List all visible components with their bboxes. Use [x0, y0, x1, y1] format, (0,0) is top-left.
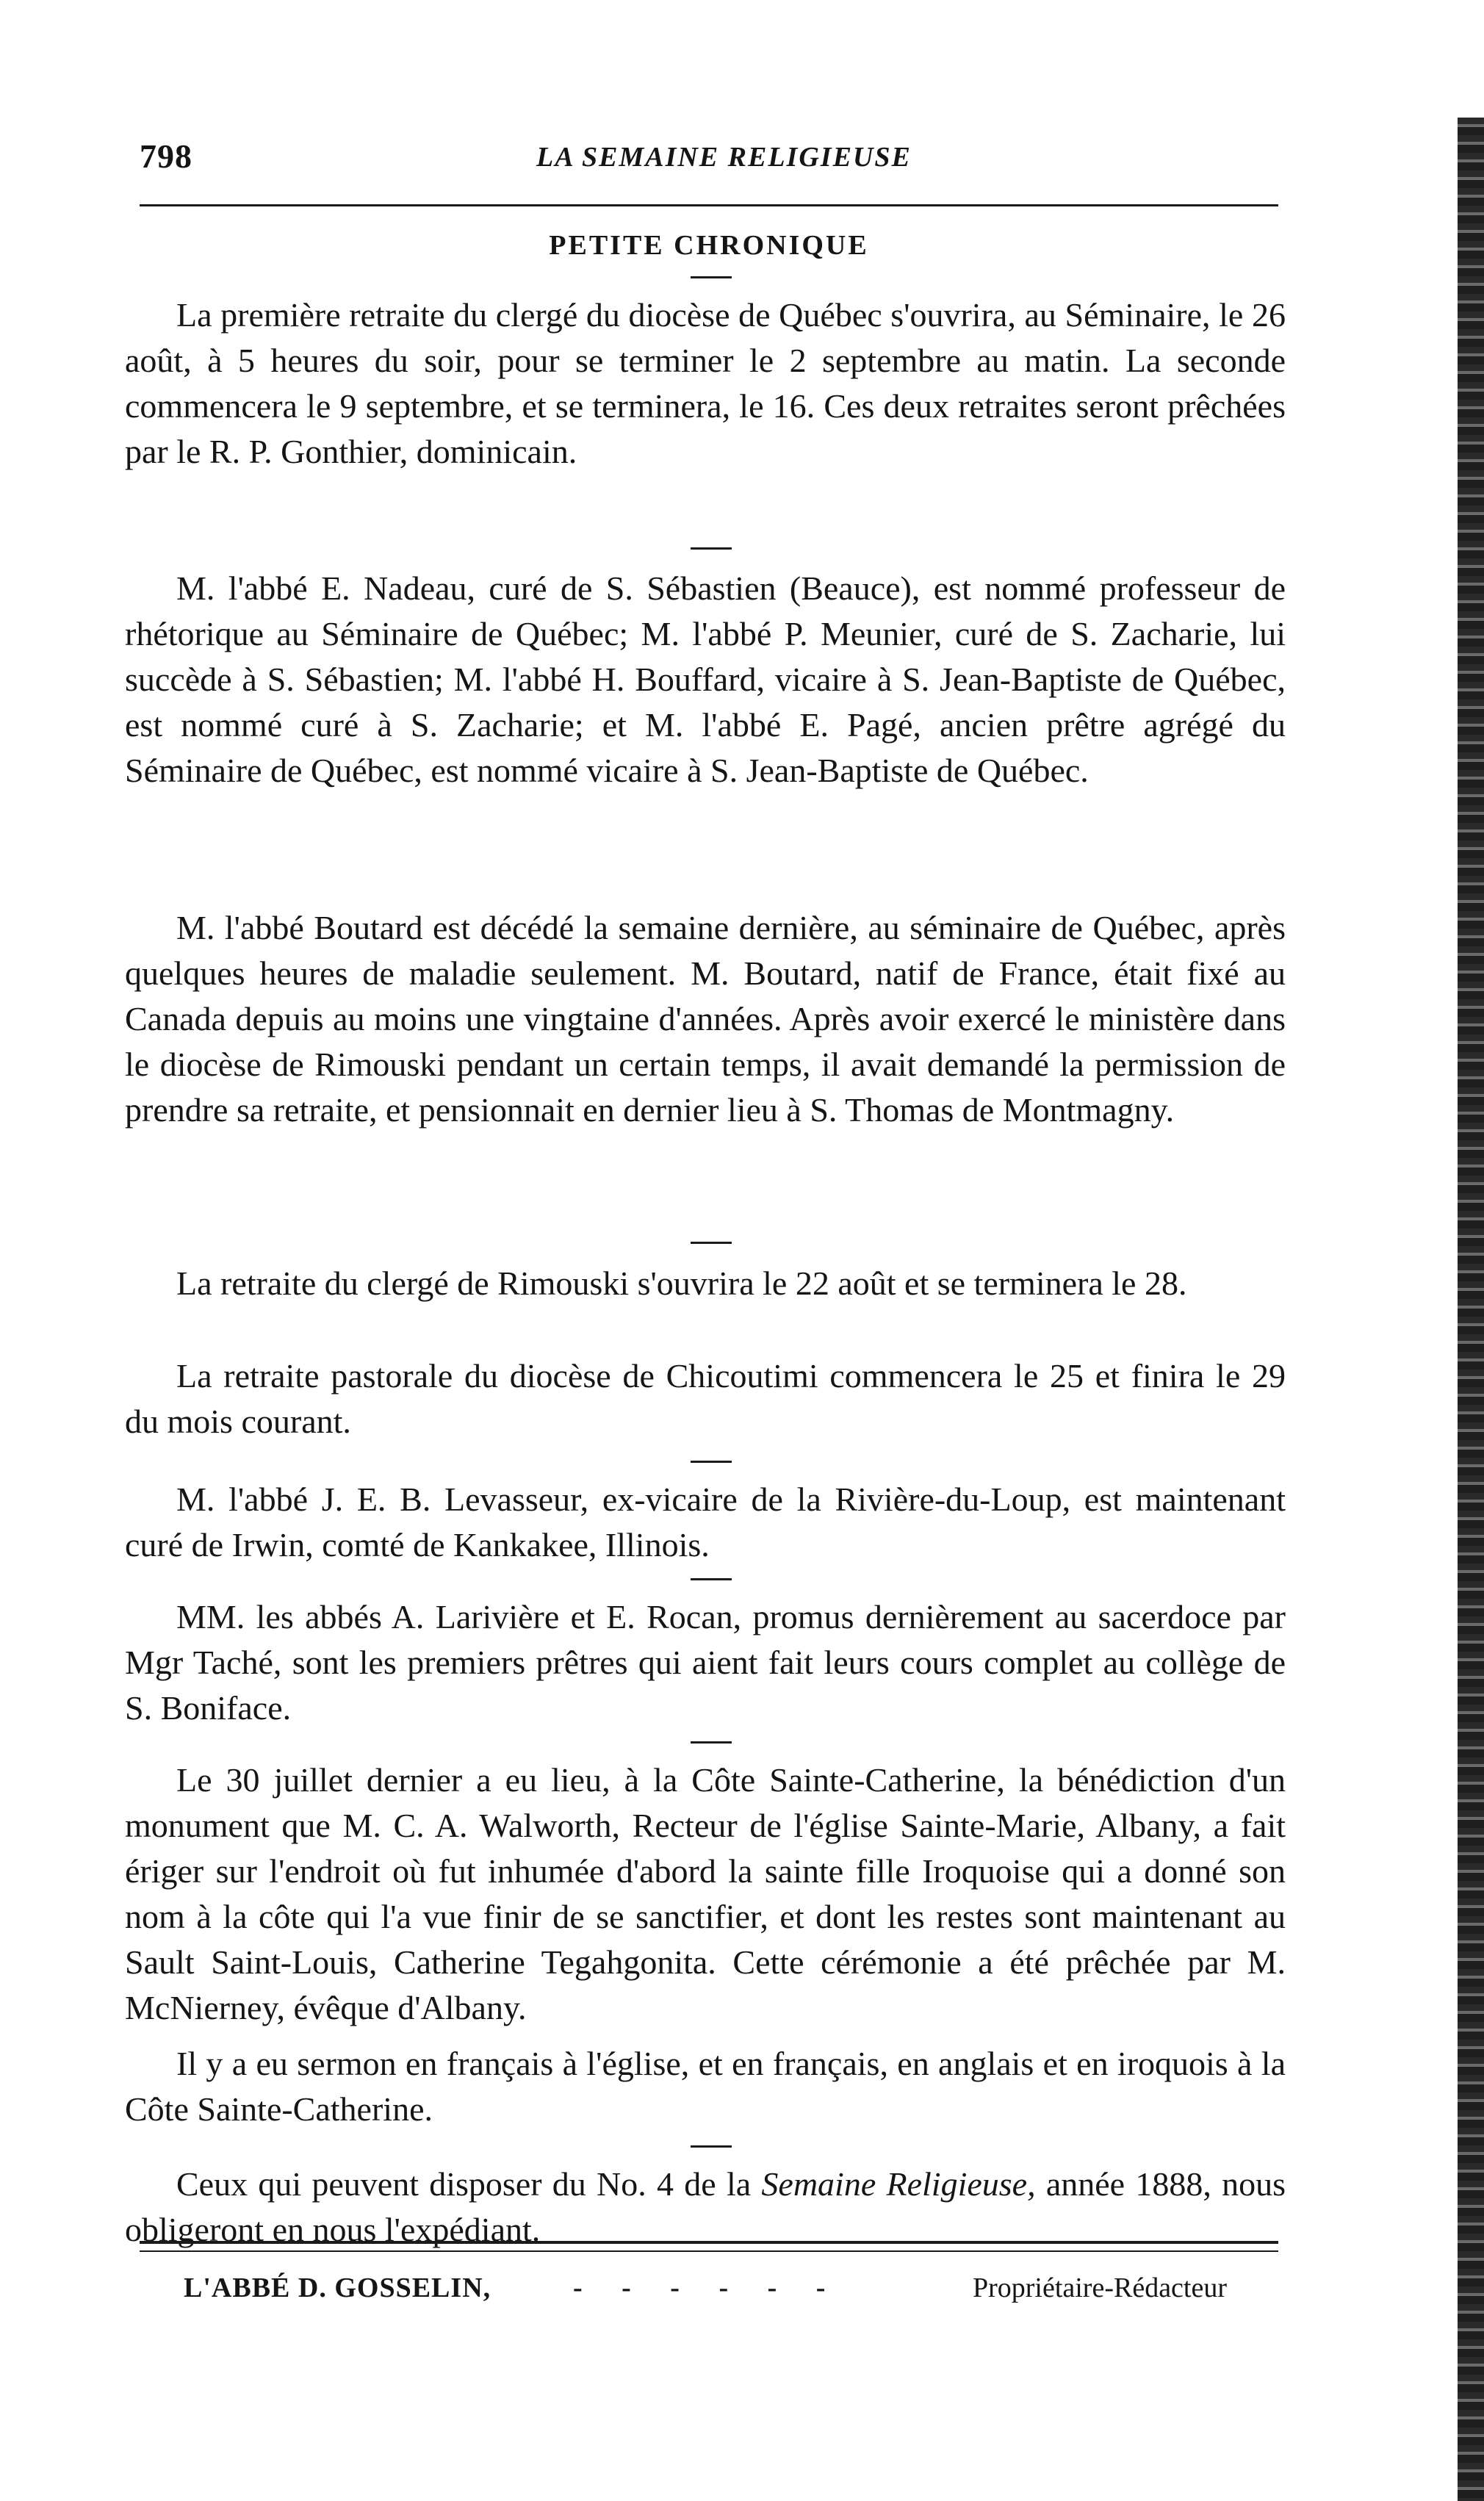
footer-rule-thick: [140, 2241, 1278, 2244]
paragraph-obituary: M. l'abbé Boutard est décédé la semaine dernière, au séminaire de Québec, après quelques heures de maladie seulement. M. Boutard, natif de France, était fixé au Canada depuis au moins une vingtaine d'années. Après avoir exercé le ministère dans le diocèse de Rimouski pendant un certain temps, il avait demandé la permission de prendre sa retraite, et pensionnait en dernier lieu à S. Thomas de Montmagny.: [125, 909, 1286, 1129]
paragraph-ordinations: MM. les abbés A. Larivière et E. Rocan, promus dernièrement au sacerdoce par Mgr Taché, sont les premiers prêtres qui aient fait leurs cours complet au collège de S. Boniface.: [125, 1598, 1286, 1727]
paragraph-sermon: Il y a eu sermon en français à l'église, et en français, en anglais et en iroquois à la Côte Sainte-Catherine.: [125, 2045, 1286, 2128]
imprint-footer: [184, 2272, 1227, 2316]
journal-name-italic: Semaine Religieuse,: [761, 2165, 1036, 2203]
editor-role: Propriétaire-Rédacteur: [972, 2273, 1227, 2303]
scan-edge-strip: [1458, 118, 1484, 2501]
separator-dash: [691, 1741, 732, 1743]
paragraph-retreat-rimouski: La retraite du clergé de Rimouski s'ouvrira le 22 août et se terminera le 28.: [176, 1264, 1187, 1302]
request-text-start: Ceux qui peuvent disposer du No. 4 de la: [176, 2165, 762, 2203]
page-number: 798: [140, 137, 192, 175]
paragraph-retreat-chicoutimi: La retraite pastorale du diocèse de Chicoutimi commencera le 25 et finira le 29 du mois courant.: [125, 1357, 1286, 1440]
paragraph-request: [125, 2162, 1286, 2253]
paragraph-retreat-quebec: La première retraite du clergé du diocèse de Québec s'ouvrira, au Séminaire, le 26 août, à 5 heures du soir, pour se terminer le 2 septembre au matin. La seconde commencera le 9 septembre, et se terminera, le 16. Ces deux retraites seront prêchées par le R. P. Gonthier, dominicain.: [125, 296, 1286, 470]
running-head: [140, 137, 1278, 181]
paragraph-monument: Le 30 juillet dernier a eu lieu, à la Côte Sainte-Catherine, la bénédiction d'un monument que M. C. A. Walworth, Recteur de l'église Sainte-Marie, Albany, a fait ériger sur l'endroit où fut inhumée d'abord la sainte fille Iroquoise qui a donné son nom à la côte qui l'a vue finir de se sanctifier, et dont les restes sont maintenant au Sault Saint-Louis, Catherine Tegahgonita. Cette cérémonie a été prêchée par M. McNierney, évêque d'Albany.: [125, 1761, 1286, 2026]
section-title: PETITE CHRONIQUE: [549, 230, 869, 261]
title-dash: [691, 276, 732, 278]
separator-dash: [691, 547, 732, 550]
request-text-end: année 1888, nous obligeront en nous l'expédiant.: [125, 2165, 1286, 2248]
separator-dash: [691, 1578, 732, 1580]
paragraph-nominations: M. l'abbé E. Nadeau, curé de S. Sébastien (Beauce), est nommé professeur de rhétorique au Séminaire de Québec; M. l'abbé P. Meunier, curé de S. Zacharie, lui succède à S. Sébastien; M. l'abbé H. Bouffard, vicaire à S. Jean-Baptiste de Québec, est nommé curé à S. Zacharie; et M. l'abbé E. Pagé, ancien prêtre agrégé du Séminaire de Québec, est nommé vicaire à S. Jean-Baptiste de Québec.: [125, 569, 1286, 789]
separator-dash: [691, 1461, 732, 1463]
editor-name: L'ABBÉ D. GOSSELIN,: [184, 2273, 491, 2303]
journal-title: LA SEMAINE RELIGIEUSE: [536, 142, 912, 173]
separator-dash: [691, 1242, 732, 1244]
leader-dots: - - - - - -: [573, 2273, 842, 2303]
header-rule: [140, 204, 1278, 206]
separator-dash: [691, 2145, 732, 2148]
footer-rule-thin: [140, 2250, 1278, 2252]
paragraph-levasseur: M. l'abbé J. E. B. Levasseur, ex-vicaire de la Rivière-du-Loup, est maintenant curé de Irwin, comté de Kankakee, Illinois.: [125, 1480, 1286, 1563]
